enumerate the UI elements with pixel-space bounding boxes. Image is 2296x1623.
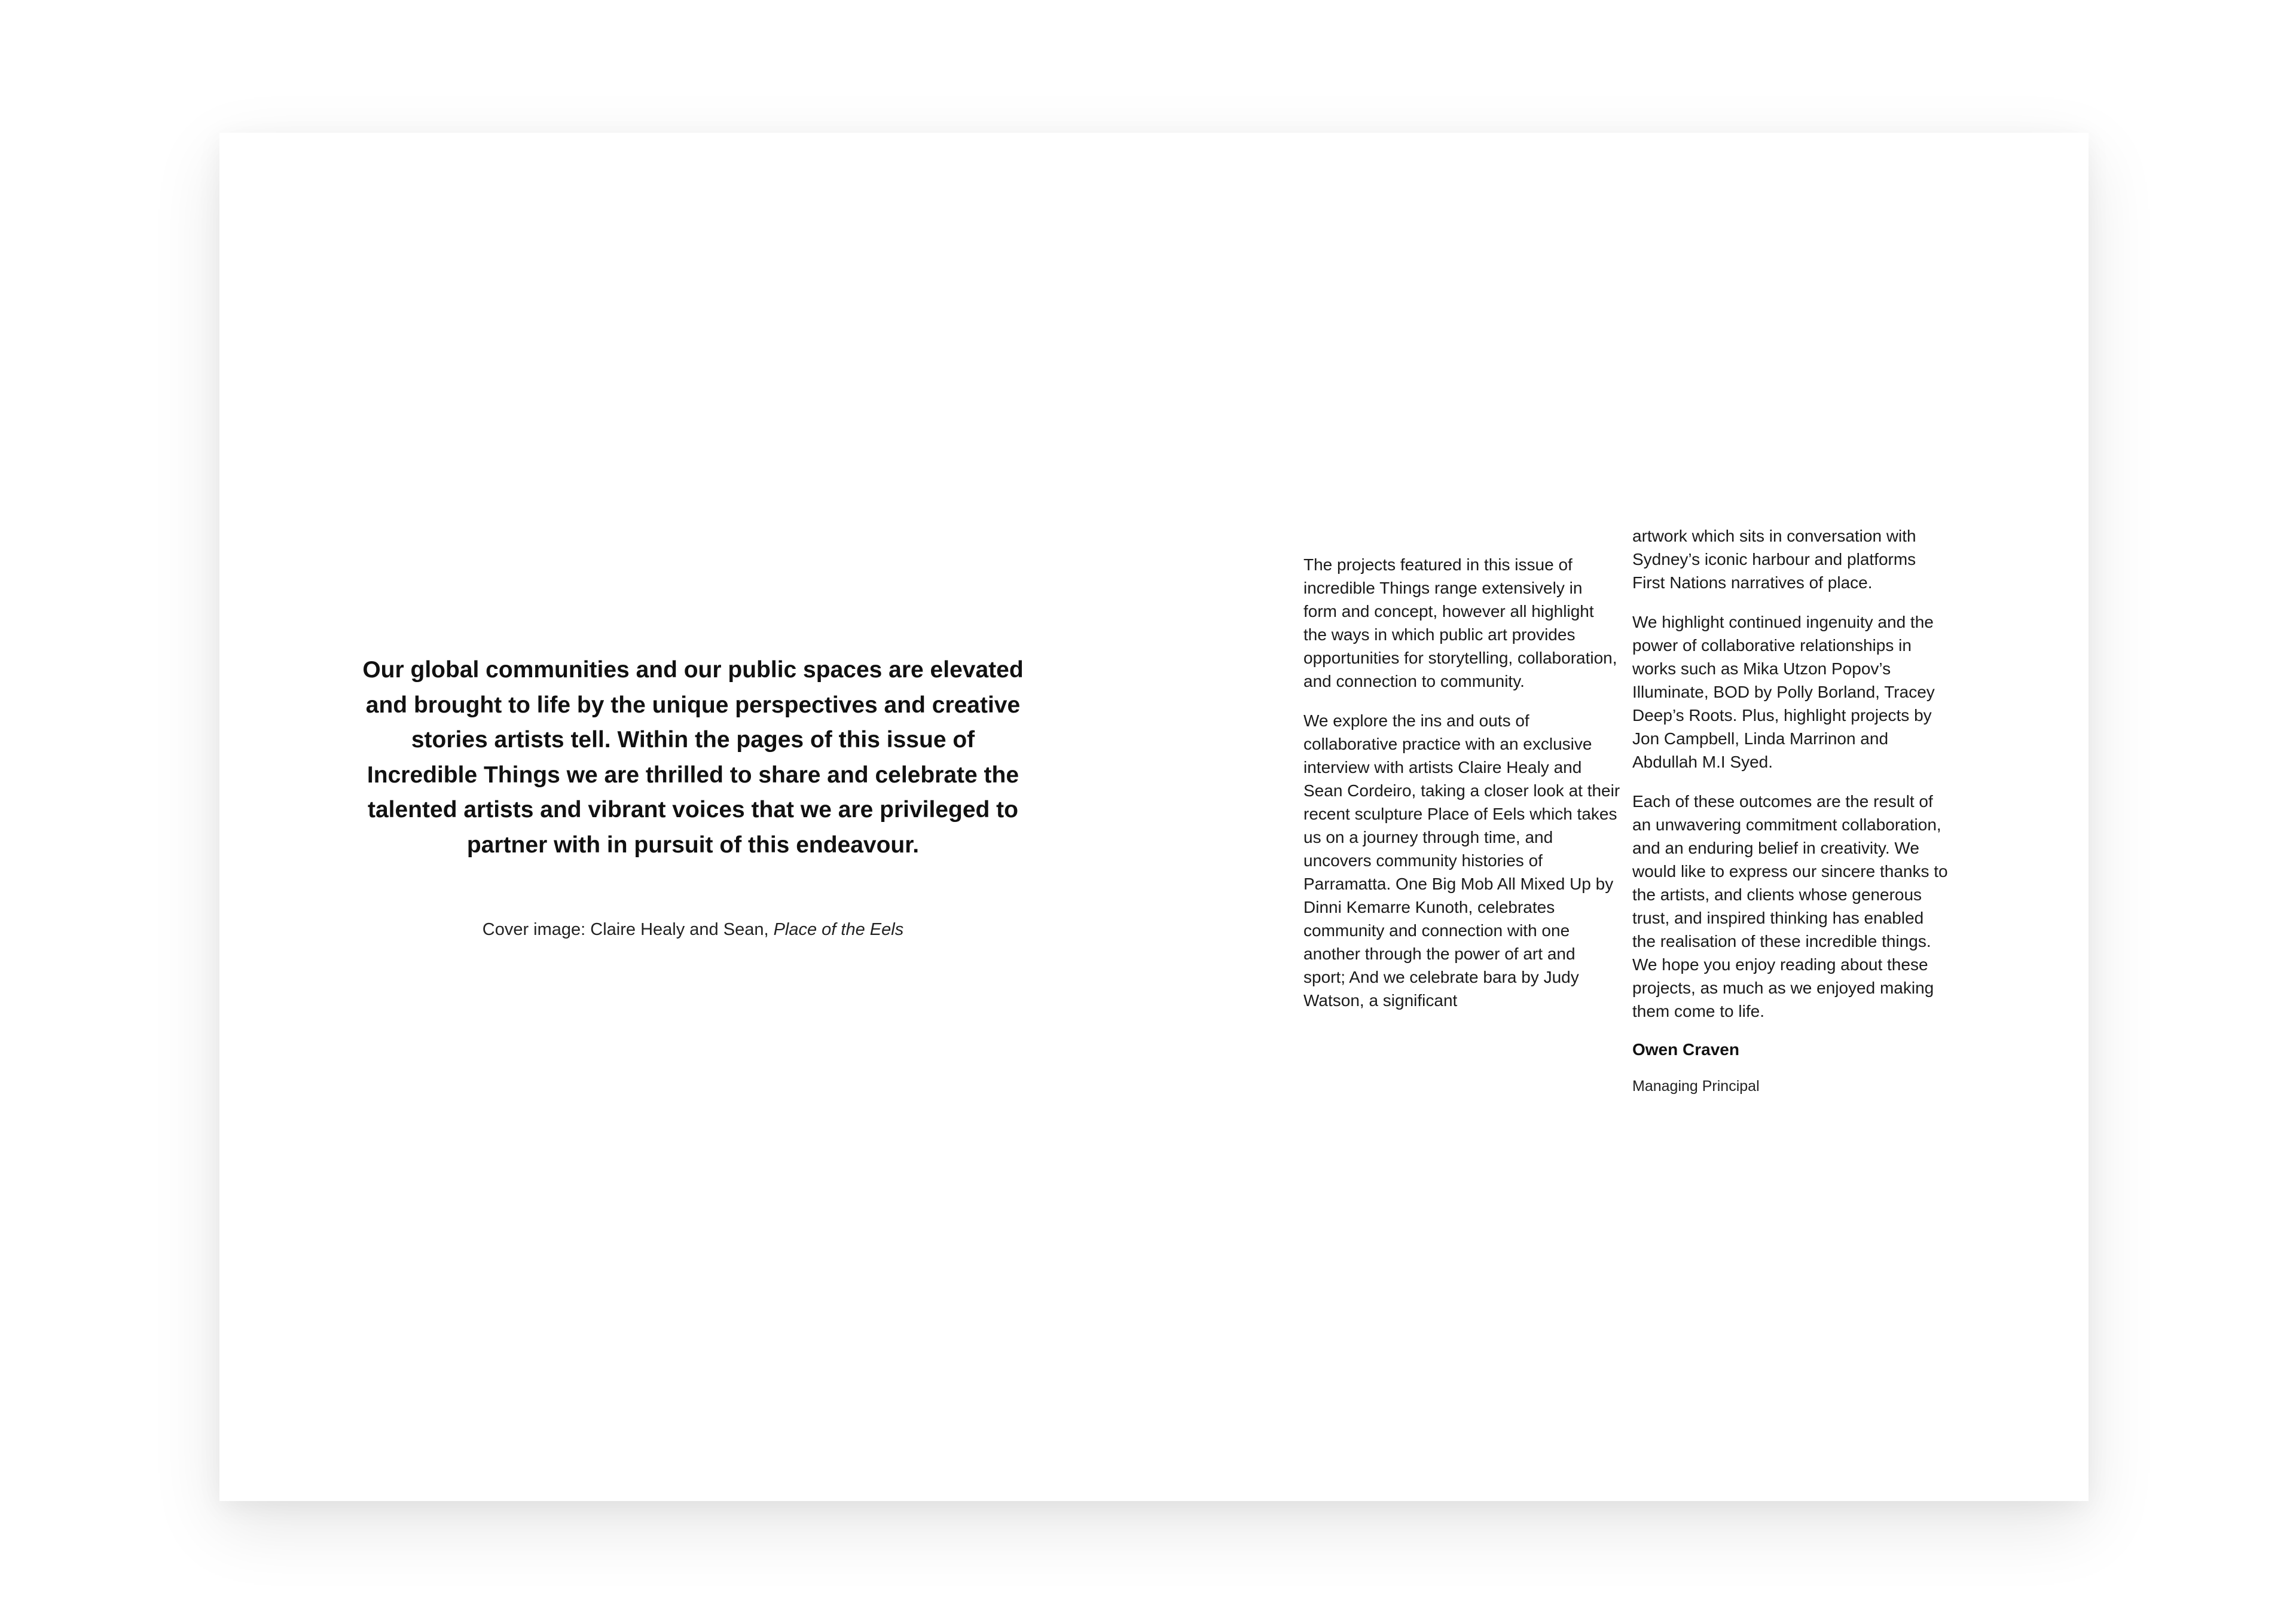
signature-name: Owen Craven	[1632, 1040, 1739, 1059]
text-column-2	[1632, 524, 1949, 1112]
paragraph: Each of these outcomes are the result of an unwavering commitment collaboration, and an enduring belief in creativity. We would like to express our sincere thanks to the artists, and clients whose generous trust, and inspired thinking has enabled the realisation of these incredible things. We hope you enjoy reading about these projects, as much as we enjoyed making them come to life.	[1632, 792, 1948, 1020]
left-page	[219, 133, 1154, 1501]
cover-image-caption	[357, 918, 1029, 942]
paragraph: We explore the ins and outs of collaborative practice with an exclusive interview with artists Claire Healy and Sean Cordeiro, taking a closer look at their recent sculpture Place of Eels which takes us on a journey through time, and uncovers community histories of Parramatta. One Big Mob All Mixed Up by Dinni Kemarre Kunoth, celebrates community and connection with one another through the power of art and sport; And we celebrate bara by Judy Watson, a significant	[1303, 711, 1620, 1010]
caption-prefix: Cover image: Claire Healy and Sean,	[482, 920, 774, 939]
lead-statement: Our global communities and our public spaces are elevated and brought to life by the unique perspectives and creative stories artists tell. Within the pages of this issue of Incredible Things we are thrilled to share and celebrate the talented artists and vibrant voices that we are privileged to partner with in pursuit of this endeavour.	[362, 657, 1024, 858]
text-column-1	[1303, 553, 1620, 1028]
caption-artwork-title: Place of the Eels	[773, 920, 904, 939]
paragraph: We highlight continued ingenuity and the power of collaborative relationships in works such as Mika Utzon Popov’s Illuminate, BOD by Polly Borland, Tracey Deep’s Roots. Plus, highlight projects by Jon Campbell, Linda Marrinon and Abdullah M.I Syed.	[1632, 613, 1935, 771]
signature-role: Managing Principal	[1632, 1078, 1760, 1095]
paragraph: The projects featured in this issue of incredible Things range extensively in form and concept, however all highlight the ways in which public art provides opportunities for storytelling, collaboration, and connection to community.	[1303, 555, 1617, 690]
magazine-spread	[219, 133, 2089, 1501]
right-page	[1154, 133, 2089, 1501]
paragraph: artwork which sits in conversation with Sydney’s iconic harbour and platforms First Nations narratives of place.	[1632, 527, 1916, 592]
